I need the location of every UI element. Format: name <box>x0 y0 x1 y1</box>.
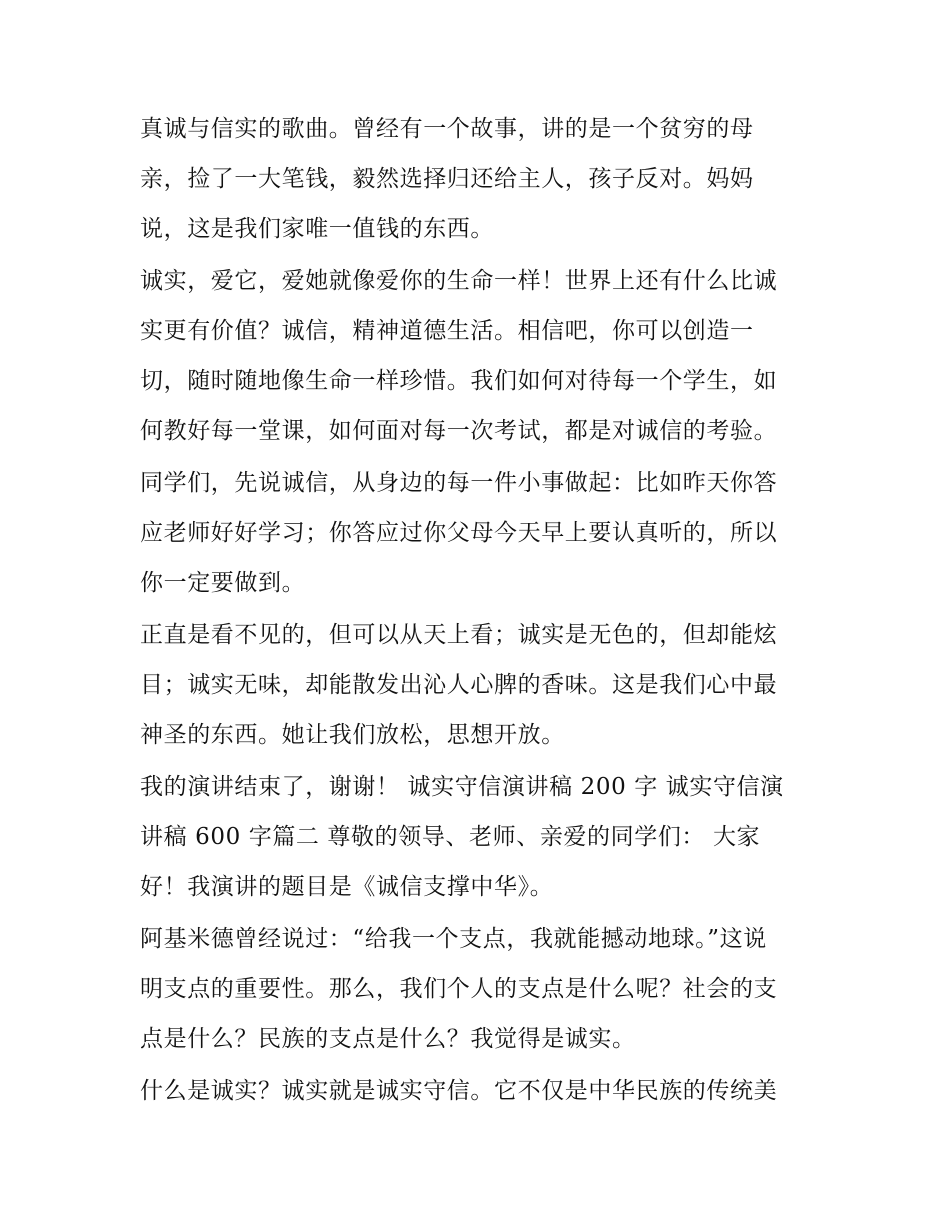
text-line: 说，这是我们家唯一值钱的东西。 <box>140 216 494 242</box>
text-line: 明支点的重要性。那么，我们个人的支点是什么呢？社会的支 <box>140 976 778 1002</box>
text-line: 诚实，爱它，爱她就像爱你的生命一样！世界上还有什么比诚 <box>140 268 778 294</box>
text-line: 目；诚实无味，却能散发出沁人心脾的香味。这是我们心中最 <box>140 672 778 698</box>
text-line: 什么是诚实？诚实就是诚实守信。它不仅是中华民族的传统美 <box>140 1078 778 1104</box>
text-line: 神圣的东西。她让我们放松，思想开放。 <box>140 722 565 748</box>
text-line: 亲，捡了一大笔钱，毅然选择归还给主人，孩子反对。妈妈 <box>140 166 754 192</box>
text-line: 你一定要做到。 <box>140 570 306 596</box>
text-line: 真诚与信实的歌曲。曾经有一个故事，讲的是一个贫穷的母 <box>140 116 754 142</box>
text-line: 我的演讲结束了，谢谢！ 诚实守信演讲稿 200 字 诚实守信演 <box>140 774 784 800</box>
text-line: 何教好每一堂课，如何面对每一次考试，都是对诚信的考验。 <box>140 418 778 444</box>
text-line: 应老师好好学习；你答应过你父母今天早上要认真听的，所以 <box>140 520 778 546</box>
text-line: 切，随时随地像生命一样珍惜。我们如何对待每一个学生，如 <box>140 368 778 394</box>
text-line: 好！我演讲的题目是《诚信支撑中华》。 <box>140 874 554 900</box>
text-line: 正直是看不见的，但可以从天上看；诚实是无色的，但却能炫 <box>140 622 778 648</box>
text-line: 实更有价值？诚信，精神道德生活。相信吧，你可以创造一 <box>140 318 754 344</box>
text-line: 阿基米德曾经说过：“给我一个支点，我就能撼动地球。”这说 <box>140 926 767 952</box>
text-line: 点是什么？民族的支点是什么？我觉得是诚实。 <box>140 1026 636 1052</box>
text-line: 同学们，先说诚信，从身边的每一件小事做起：比如昨天你答 <box>140 470 778 496</box>
text-line: 讲稿 600 字篇二 尊敬的领导、老师、亲爱的同学们： 大家 <box>140 824 761 850</box>
